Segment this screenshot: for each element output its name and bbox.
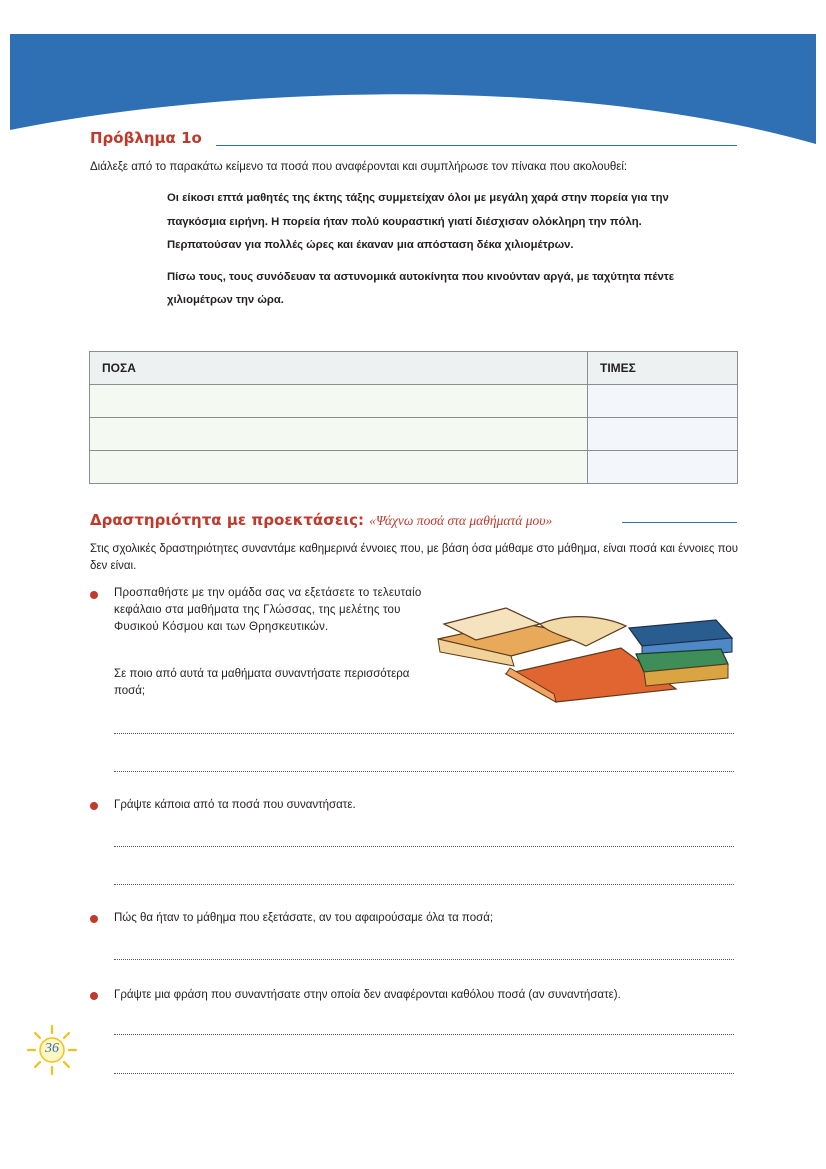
header-band [10, 34, 816, 144]
table-row [90, 418, 738, 451]
activity-heading [90, 511, 552, 529]
sun-icon [26, 1024, 78, 1076]
table-header-row [90, 352, 738, 385]
problem-title: Πρόβλημα 1ο [90, 129, 202, 147]
col-quantities-header: ΠΟΣΑ [90, 352, 588, 385]
value-cell[interactable] [588, 385, 738, 418]
quantities-table [89, 351, 738, 484]
activity-title-rule [622, 522, 737, 523]
bullet-2-text: Γράψτε κάποια από τα ποσά που συναντήσατε. [114, 799, 356, 811]
passage-paragraph-2: Πίσω τους, τους συνόδευαν τα αστυνομικά αυτοκίνητα που κινούνταν αργά, με ταχύτητα πέντε χιλιομέτρων την ώρα. [167, 270, 675, 306]
answer-line[interactable] [114, 1073, 734, 1074]
quantity-cell[interactable] [90, 418, 588, 451]
answer-line[interactable] [114, 959, 734, 960]
col-values-header: ΤΙΜΕΣ [588, 352, 738, 385]
table-row [90, 451, 738, 484]
problem-title-rule [216, 145, 737, 146]
answer-line[interactable] [114, 884, 734, 885]
bullet-1-question: Σε ποιο από αυτά τα μαθήματα συναντήσατε περισσότερα ποσά; [114, 668, 410, 697]
bullet-dot [90, 591, 98, 599]
answer-line[interactable] [114, 771, 734, 772]
books-illustration [436, 594, 736, 704]
passage-paragraph-1: Οι είκοσι επτά μαθητές της έκτης τάξης συμμετείχαν όλοι με μεγάλη χαρά στην πορεία για την παγκόσμια ειρήνη. Η πορεία ήταν πολύ κουραστική γιατί διέσχισαν ολόκληρη την πόλη. Περπατούσαν για πολλές ώρες και έκαναν μια απόσταση δέκα χιλιομέτρων. [167, 192, 669, 251]
answer-line[interactable] [114, 733, 734, 734]
bullet-dot [90, 915, 98, 923]
quantity-cell[interactable] [90, 385, 588, 418]
value-cell[interactable] [588, 451, 738, 484]
bullet-3-text: Πώς θα ήταν το μάθημα που εξετάσατε, αν του αφαιρούσαμε όλα τα ποσά; [114, 912, 494, 924]
activity-title: Δραστηριότητα με προεκτάσεις: [90, 511, 364, 529]
bullet-4-text: Γράψτε μια φράση που συναντήσατε στην οποία δεν αναφέρονται καθόλου ποσά (αν συναντήσατε). [114, 989, 621, 1001]
quantity-cell[interactable] [90, 451, 588, 484]
bullet-dot [90, 802, 98, 810]
problem-instruction: Διάλεξε από το παρακάτω κείμενο τα ποσά που αναφέρονται και συμπλήρωσε τον πίνακα που ακολουθεί: [90, 161, 628, 173]
page-number: 36 [45, 1041, 59, 1056]
value-cell[interactable] [588, 418, 738, 451]
bullet-1-text: Προσπαθήστε με την ομάδα σας να εξετάσετε το τελευταίο κεφάλαιο στα μαθήματα της Γλώσσας, της μελέτης του Φυσικού Κόσμου και των Θρησκευτικών. [114, 587, 422, 633]
activity-intro: Στις σχολικές δραστηριότητες συναντάμε καθημερινά έννοιες που, με βάση όσα μάθαμε στο μάθημα, είναι ποσά και έννοιες που δεν είναι. [90, 543, 739, 572]
table-row [90, 385, 738, 418]
problem-passage [167, 187, 687, 313]
answer-line[interactable] [114, 1034, 734, 1035]
bullet-dot [90, 992, 98, 1000]
activity-subtitle: «Ψάχνω ποσά στα μαθήματά μου» [369, 513, 553, 528]
answer-line[interactable] [114, 846, 734, 847]
